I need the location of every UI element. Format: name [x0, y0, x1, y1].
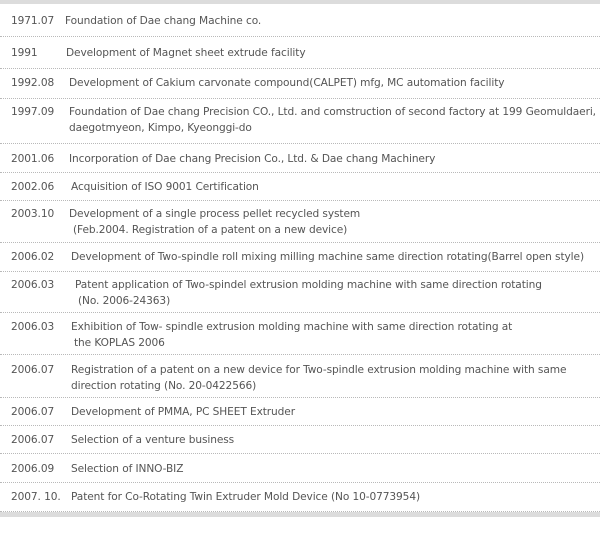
- history-row: [0, 201, 600, 243]
- history-date: 2006.02: [11, 251, 55, 263]
- history-description: [71, 179, 259, 195]
- history-description-line: Development of Two-spindle roll mixing milling machine same direction rotating(Barrel open style): [71, 251, 584, 263]
- history-row: [0, 426, 600, 454]
- history-description-line: Development of Cakium carvonate compound(CALPET) mfg, MC automation facility: [69, 77, 505, 89]
- history-description-line: Patent for Co-Rotating Twin Extruder Mold Device (No 10-0773954): [71, 491, 420, 503]
- history-description: [69, 104, 596, 136]
- bottom-border-bar: [0, 512, 600, 517]
- history-description: [71, 319, 512, 351]
- history-description: [71, 249, 584, 265]
- history-description-line: Foundation of Dae chang Precision CO., Ltd. and comstruction of second factory at 199 Geomuldaeri,: [69, 106, 596, 118]
- history-date: 2002.06: [11, 181, 55, 193]
- history-row: [0, 37, 600, 69]
- history-date: 2003.10: [11, 208, 55, 220]
- history-date: 2006.03: [11, 279, 55, 291]
- history-row: [0, 398, 600, 426]
- history-description-line: Incorporation of Dae chang Precision Co., Ltd. & Dae chang Machinery: [69, 153, 436, 165]
- history-description-line: Acquisition of ISO 9001 Certification: [71, 181, 259, 193]
- history-description-line: Selection of INNO-BIZ: [71, 463, 184, 475]
- history-date: 2006.09: [11, 463, 55, 475]
- history-row: [0, 99, 600, 144]
- history-description: [71, 432, 234, 448]
- history-date: 1991: [11, 47, 38, 59]
- history-description-line: Development of a single process pellet recycled system: [69, 208, 361, 220]
- history-description-line: Patent application of Two-spindel extrusion molding machine with same direction rotating: [75, 279, 542, 291]
- history-row: [0, 173, 600, 201]
- history-description: [65, 13, 261, 29]
- history-date: 2006.07: [11, 406, 55, 418]
- history-row: [0, 69, 600, 99]
- history-row: [0, 454, 600, 483]
- history-description: [71, 461, 183, 477]
- history-date: 1992.08: [11, 77, 55, 89]
- history-row: [0, 144, 600, 173]
- history-date: 1971.07: [11, 15, 55, 27]
- history-description: [71, 362, 566, 394]
- history-description-line: Development of Magnet sheet extrude facility: [66, 47, 306, 59]
- history-date: 2006.03: [11, 321, 55, 333]
- history-description: [66, 45, 306, 61]
- history-description: [69, 75, 504, 91]
- history-row: [0, 313, 600, 355]
- history-row: [0, 243, 600, 272]
- history-row: [0, 272, 600, 313]
- history-description: [71, 404, 295, 420]
- history-description: [71, 489, 420, 505]
- history-description-line: Development of PMMA, PC SHEET Extruder: [71, 406, 295, 418]
- history-row: [0, 483, 600, 512]
- history-description-line: (No. 2006-24363): [78, 295, 171, 307]
- history-row: [0, 355, 600, 398]
- history-description-line: the KOPLAS 2006: [74, 337, 165, 349]
- history-date: 2006.07: [11, 364, 55, 376]
- history-description-line: Exhibition of Tow- spindle extrusion molding machine with same direction rotating at: [71, 321, 513, 333]
- history-date: 2007. 10.: [11, 491, 61, 503]
- history-row: [0, 4, 600, 37]
- history-description-line: direction rotating (No. 20-0422566): [71, 380, 257, 392]
- history-description-line: Registration of a patent on a new device for Two-spindle extrusion molding machine with same: [71, 364, 567, 376]
- history-description: [69, 206, 360, 238]
- history-description-line: Selection of a venture business: [71, 434, 235, 446]
- history-description-line: Foundation of Dae chang Machine co.: [65, 15, 262, 27]
- history-date: 1997.09: [11, 106, 55, 118]
- history-description-line: (Feb.2004. Registration of a patent on a new device): [73, 224, 348, 236]
- history-description: [69, 151, 435, 167]
- history-description: [75, 277, 542, 309]
- history-date: 2001.06: [11, 153, 55, 165]
- history-description-line: daegotmyeon, Kimpo, Kyeonggi-do: [69, 122, 252, 134]
- history-date: 2006.07: [11, 434, 55, 446]
